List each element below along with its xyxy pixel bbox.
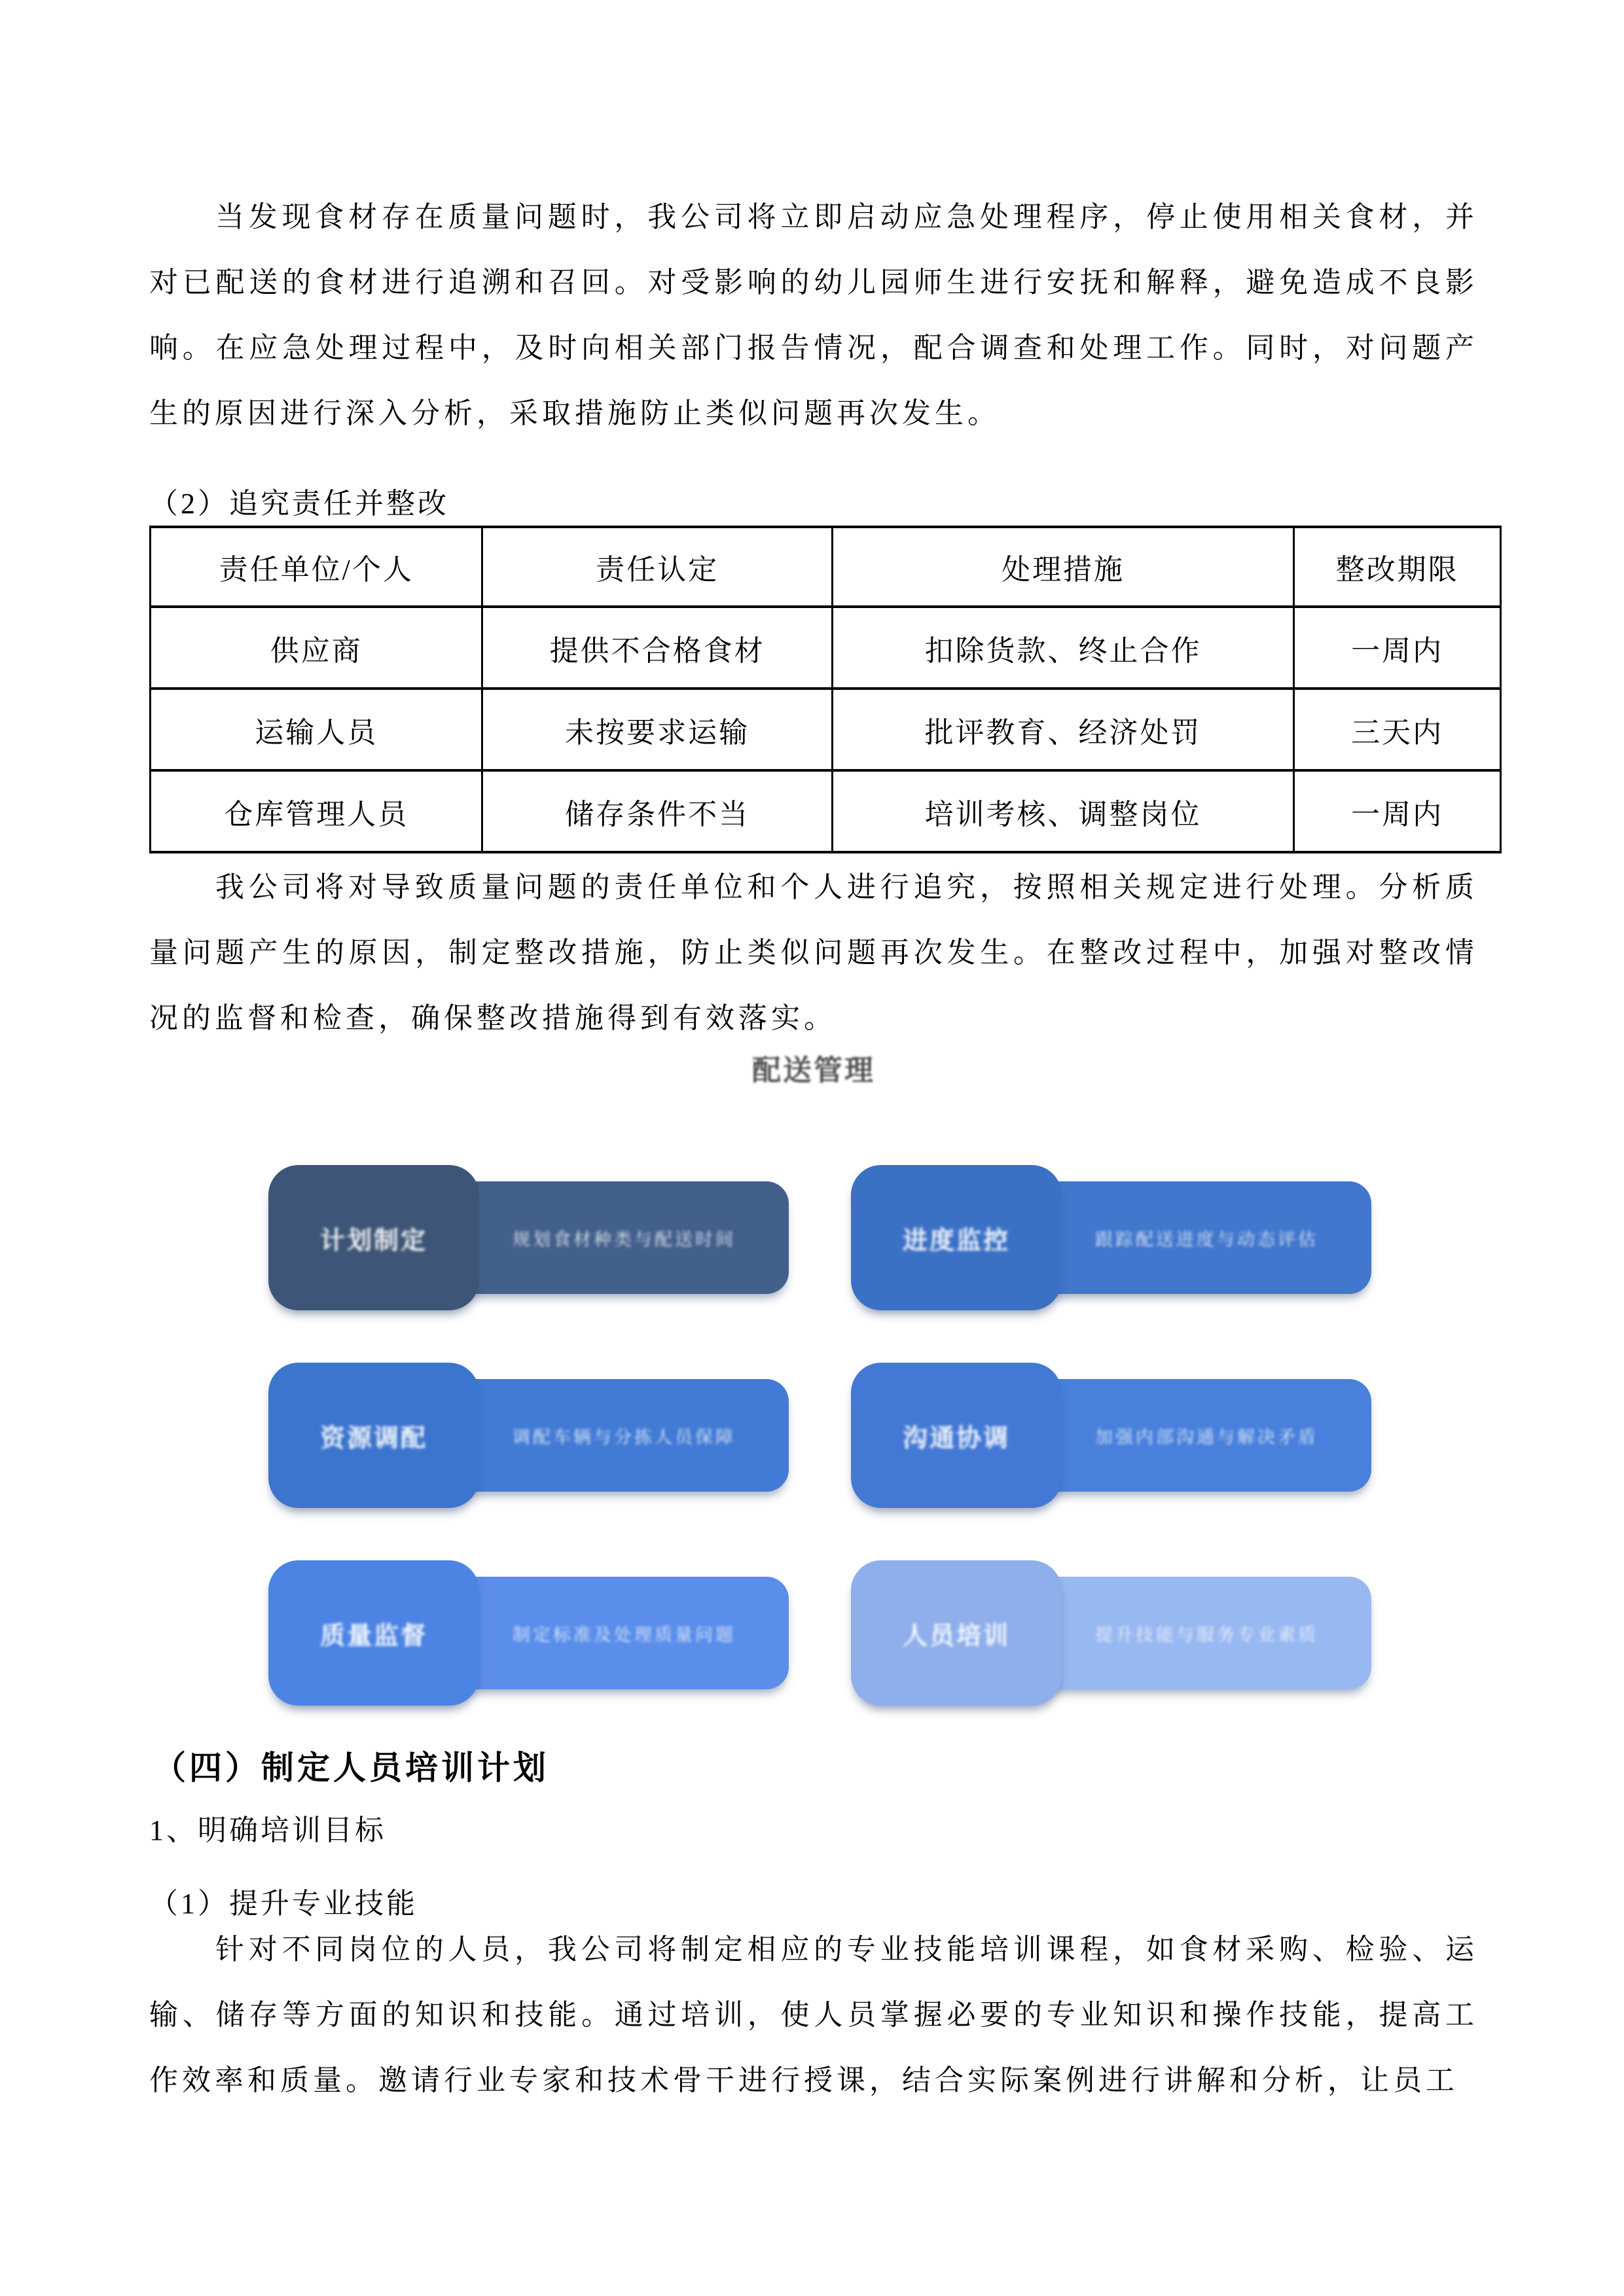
- table-row: [151, 689, 1501, 770]
- table-cell: 运输人员: [151, 689, 482, 770]
- table-header-cell: 整改期限: [1294, 527, 1501, 607]
- table-cell: 提供不合格食材: [482, 607, 832, 689]
- table-row: [151, 607, 1501, 689]
- table-cell: 储存条件不当: [482, 770, 832, 852]
- table-cell: 仓库管理人员: [151, 770, 482, 852]
- table-cell: 扣除货款、终止合作: [832, 607, 1294, 689]
- table-header-cell: 处理措施: [832, 527, 1294, 607]
- flow-box-desc: 调配车辆与分拣人员保障: [513, 1427, 736, 1447]
- table-header-cell: 责任单位/个人: [151, 527, 482, 607]
- flow-box-desc: 规划食材种类与配送时间: [513, 1229, 736, 1249]
- flow-box-label: 计划制定: [319, 1227, 427, 1255]
- flow-box-training: [851, 1560, 1371, 1706]
- table-cell: 一周内: [1294, 607, 1501, 689]
- flow-box-desc: 跟踪配送进度与动态评估: [1095, 1229, 1318, 1249]
- table-cell: 未按要求运输: [482, 689, 832, 770]
- table-cell: 三天内: [1294, 689, 1501, 770]
- flow-box-desc: 制定标准及处理质量问题: [513, 1624, 736, 1645]
- table-cell: 供应商: [151, 607, 482, 689]
- table-row: [151, 770, 1501, 852]
- paragraph-emergency-handling: 当发现食材存在质量问题时，我公司将立即启动应急处理程序，停止使用相关食材，并对已配送的食材进行追溯和召回。对受影响的幼儿园师生进行安抚和解释，避免造成不良影响。在应急处理过程中，及时向相关部门报告情况，配合调查和处理工作。同时，对问题产生的原因进行深入分析，采取措施防止类似问题再次发生。: [149, 201, 1478, 429]
- accountability-table: [149, 526, 1502, 853]
- table-cell: 一周内: [1294, 770, 1501, 852]
- heading-accountability: （2）追究责任并整改: [149, 488, 449, 520]
- table-header-row: [151, 527, 1501, 607]
- flow-box-progress: [851, 1165, 1371, 1310]
- paragraph-training-detail: 针对不同岗位的人员，我公司将制定相应的专业技能培训课程，如食材采购、检验、运输、储存等方面的知识和技能。通过培训，使人员掌握必要的专业知识和操作技能，提高工作效率和质量。邀请行业专家和技术骨干进行授课，结合实际案例进行讲解和分析，让员工: [149, 1933, 1478, 2096]
- flow-box-plan: [268, 1165, 789, 1310]
- flow-box-label: 资源调配: [319, 1424, 427, 1452]
- flow-box-label: 进度监控: [902, 1227, 1010, 1255]
- paragraph-accountability: 我公司将对导致质量问题的责任单位和个人进行追究，按照相关规定进行处理。分析质量问题产生的原因，制定整改措施，防止类似问题再次发生。在整改过程中，加强对整改情况的监督和检查，确保整改措施得到有效落实。: [149, 871, 1478, 1034]
- table-cell: 批评教育、经济处罚: [832, 689, 1294, 770]
- flow-box-label: 人员培训: [902, 1622, 1010, 1650]
- flow-box-communication: [851, 1363, 1371, 1508]
- flow-box-desc: 加强内部沟通与解决矛盾: [1095, 1427, 1318, 1447]
- flow-box-quality: [268, 1560, 789, 1706]
- table-cell: 培训考核、调整岗位: [832, 770, 1294, 852]
- flow-box-label: 质量监督: [319, 1622, 427, 1650]
- table-header-cell: 责任认定: [482, 527, 832, 607]
- diagram-title: 配送管理: [752, 1054, 875, 1086]
- flow-box-resource: [268, 1363, 789, 1508]
- heading-training-plan: （四）制定人员培训计划: [153, 1749, 549, 1786]
- heading-training-goal: 1、明确培训目标: [149, 1814, 386, 1846]
- flow-box-desc: 提升技能与服务专业素质: [1095, 1624, 1318, 1645]
- heading-skill-improve: （1）提升专业技能: [149, 1888, 418, 1920]
- flow-box-label: 沟通协调: [902, 1424, 1010, 1452]
